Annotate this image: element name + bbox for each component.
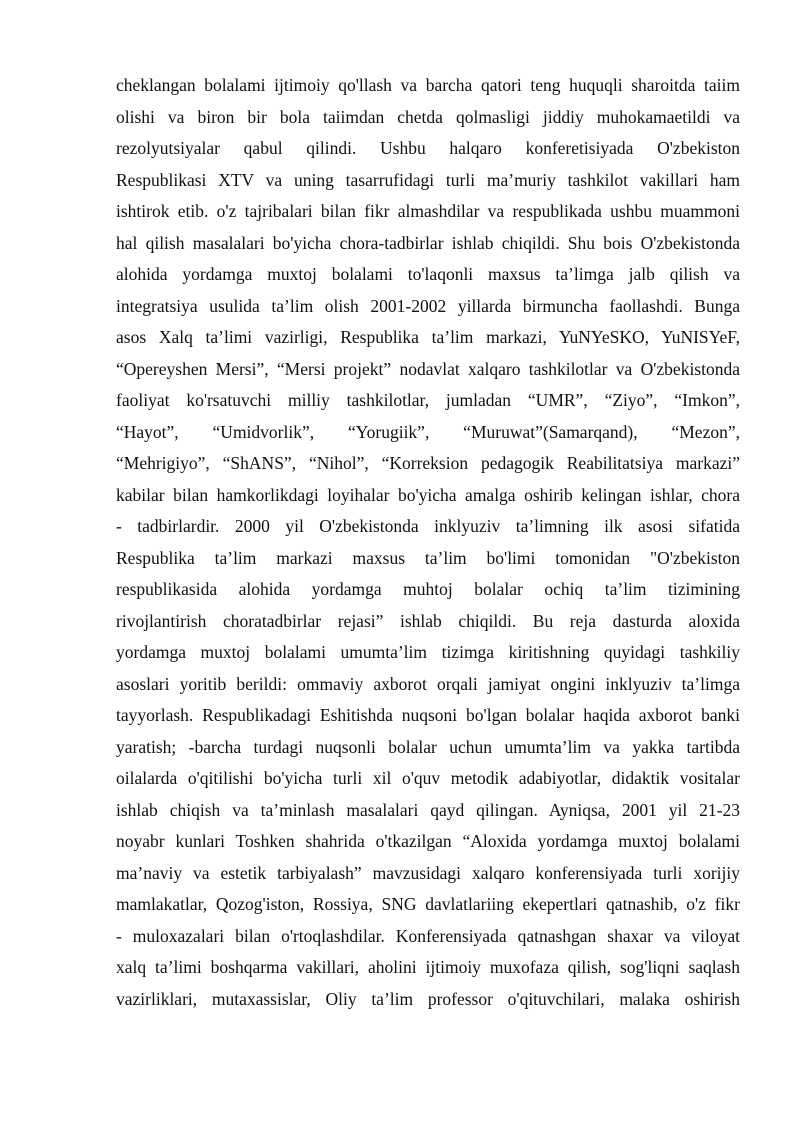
text-line: yordamga muxtoj bolalami umumta’lim tizimga kiritishning quyidagi tashkiliy: [116, 642, 740, 662]
text-line: faoliyat ko'rsatuvchi milliy tashkilotlar, jumladan “UMR”, “Ziyo”, “Imkon”,: [116, 390, 740, 410]
text-line: oilalarda o'qitilishi bo'yicha turli xil o'quv metodik adabiyotlar, didaktik vositalar: [116, 768, 740, 788]
text-line: noyabr kunlari Toshken shahrida o'tkazilgan “Aloxida yordamga muxtoj bolalami: [116, 831, 740, 851]
text-line: mamlakatlar, Qozog'iston, Rossiya, SNG davlatlariing ekepertlari qatnashib, o'z fikr: [116, 894, 740, 914]
text-line: asos Xalq ta’limi vazirligi, Respublika ta’lim markazi, YuNYeSKO, YuNISYeF,: [116, 327, 740, 347]
text-line: rezolyutsiyalar qabul qilindi. Ushbu halqaro konferetisiyada O'zbekiston: [116, 138, 740, 158]
text-line: cheklangan bolalami ijtimoiy qo'llash va barcha qatori teng huquqli sharoitda taiim: [116, 75, 740, 95]
text-line: xalq ta’limi boshqarma vakillari, aholini ijtimoiy muxofaza qilish, sog'liqni saqlash: [116, 957, 740, 977]
text-line: kabilar bilan hamkorlikdagi loyihalar bo'yicha amalga oshirib kelingan ishlar, chora: [116, 484, 740, 505]
body-paragraph: [116, 70, 740, 1015]
text-line: hal qilish masalalari bo'yicha chora-tadbirlar ishlab chiqildi. Shu bois O'zbekistonda: [116, 232, 740, 253]
text-line: Respublikasi XTV va uning tasarrufidagi turli ma’muriy tashkilot vakillari ham: [116, 169, 740, 190]
text-line: ishlab chiqish va ta’minlash masalalari qayd qilingan. Ayniqsa, 2001 yil 21-23: [116, 799, 740, 820]
text-line: olishi va biron bir bola taiimdan chetda qolmasligi jiddiy muhokamaetildi va: [116, 106, 740, 127]
text-line: vazirliklari, mutaxassislar, Oliy ta’lim professor o'qituvchilari, malaka oshirish: [116, 988, 740, 1009]
text-line: alohida yordamga muxtoj bolalami to'laqonli maxsus ta’limga jalb qilish va: [116, 264, 740, 284]
text-line: ishtirok etib. o'z tajribalari bilan fikr almashdilar va respublikada ushbu muammoni: [116, 201, 740, 221]
text-line: tayyorlash. Respublikadagi Eshitishda nuqsoni bo'lgan bolalar haqida axborot banki: [116, 705, 740, 725]
text-line: - muloxazalari bilan o'rtoqlashdilar. Konferensiyada qatnashgan shaxar va viloyat: [116, 925, 740, 946]
text-line: respublikasida alohida yordamga muhtoj bolalar ochiq ta’lim tizimining: [116, 579, 740, 599]
text-line: “Hayot”, “Umidvorlik”, “Yorugiik”, “Muruwat”(Samarqand), “Mezon”,: [116, 421, 740, 442]
text-line: rivojlantirish choratadbirlar rejasi” ishlab chiqildi. Bu reja dasturda aloxida: [116, 610, 740, 631]
text-line: “Mehrigiyo”, “ShANS”, “Nihol”, “Korreksion pedagogik Reabilitatsiya markazi”: [116, 453, 740, 473]
text-line: Respublika ta’lim markazi maxsus ta’lim bo'limi tomonidan "O'zbekiston: [116, 547, 740, 568]
text-line: asoslari yoritib berildi: ommaviy axborot orqali jamiyat ongini inklyuziv ta’limga: [116, 673, 740, 694]
text-line: ma’naviy va estetik tarbiyalash” mavzusidagi xalqaro konferensiyada turli xorijiy: [116, 862, 740, 883]
text-line: “Opereyshen Mersi”, “Mersi projekt” nodavlat xalqaro tashkilotlar va O'zbekistonda: [116, 358, 740, 379]
text-line: yaratish; -barcha turdagi nuqsonli bolalar uchun umumta’lim va yakka tartibda: [116, 736, 740, 757]
text-line: - tadbirlardir. 2000 yil O'zbekistonda inklyuziv ta’limning ilk asosi sifatida: [116, 516, 740, 536]
text-line: integratsiya usulida ta’lim olish 2001-2002 yillarda birmuncha faollashdi. Bunga: [116, 295, 740, 316]
